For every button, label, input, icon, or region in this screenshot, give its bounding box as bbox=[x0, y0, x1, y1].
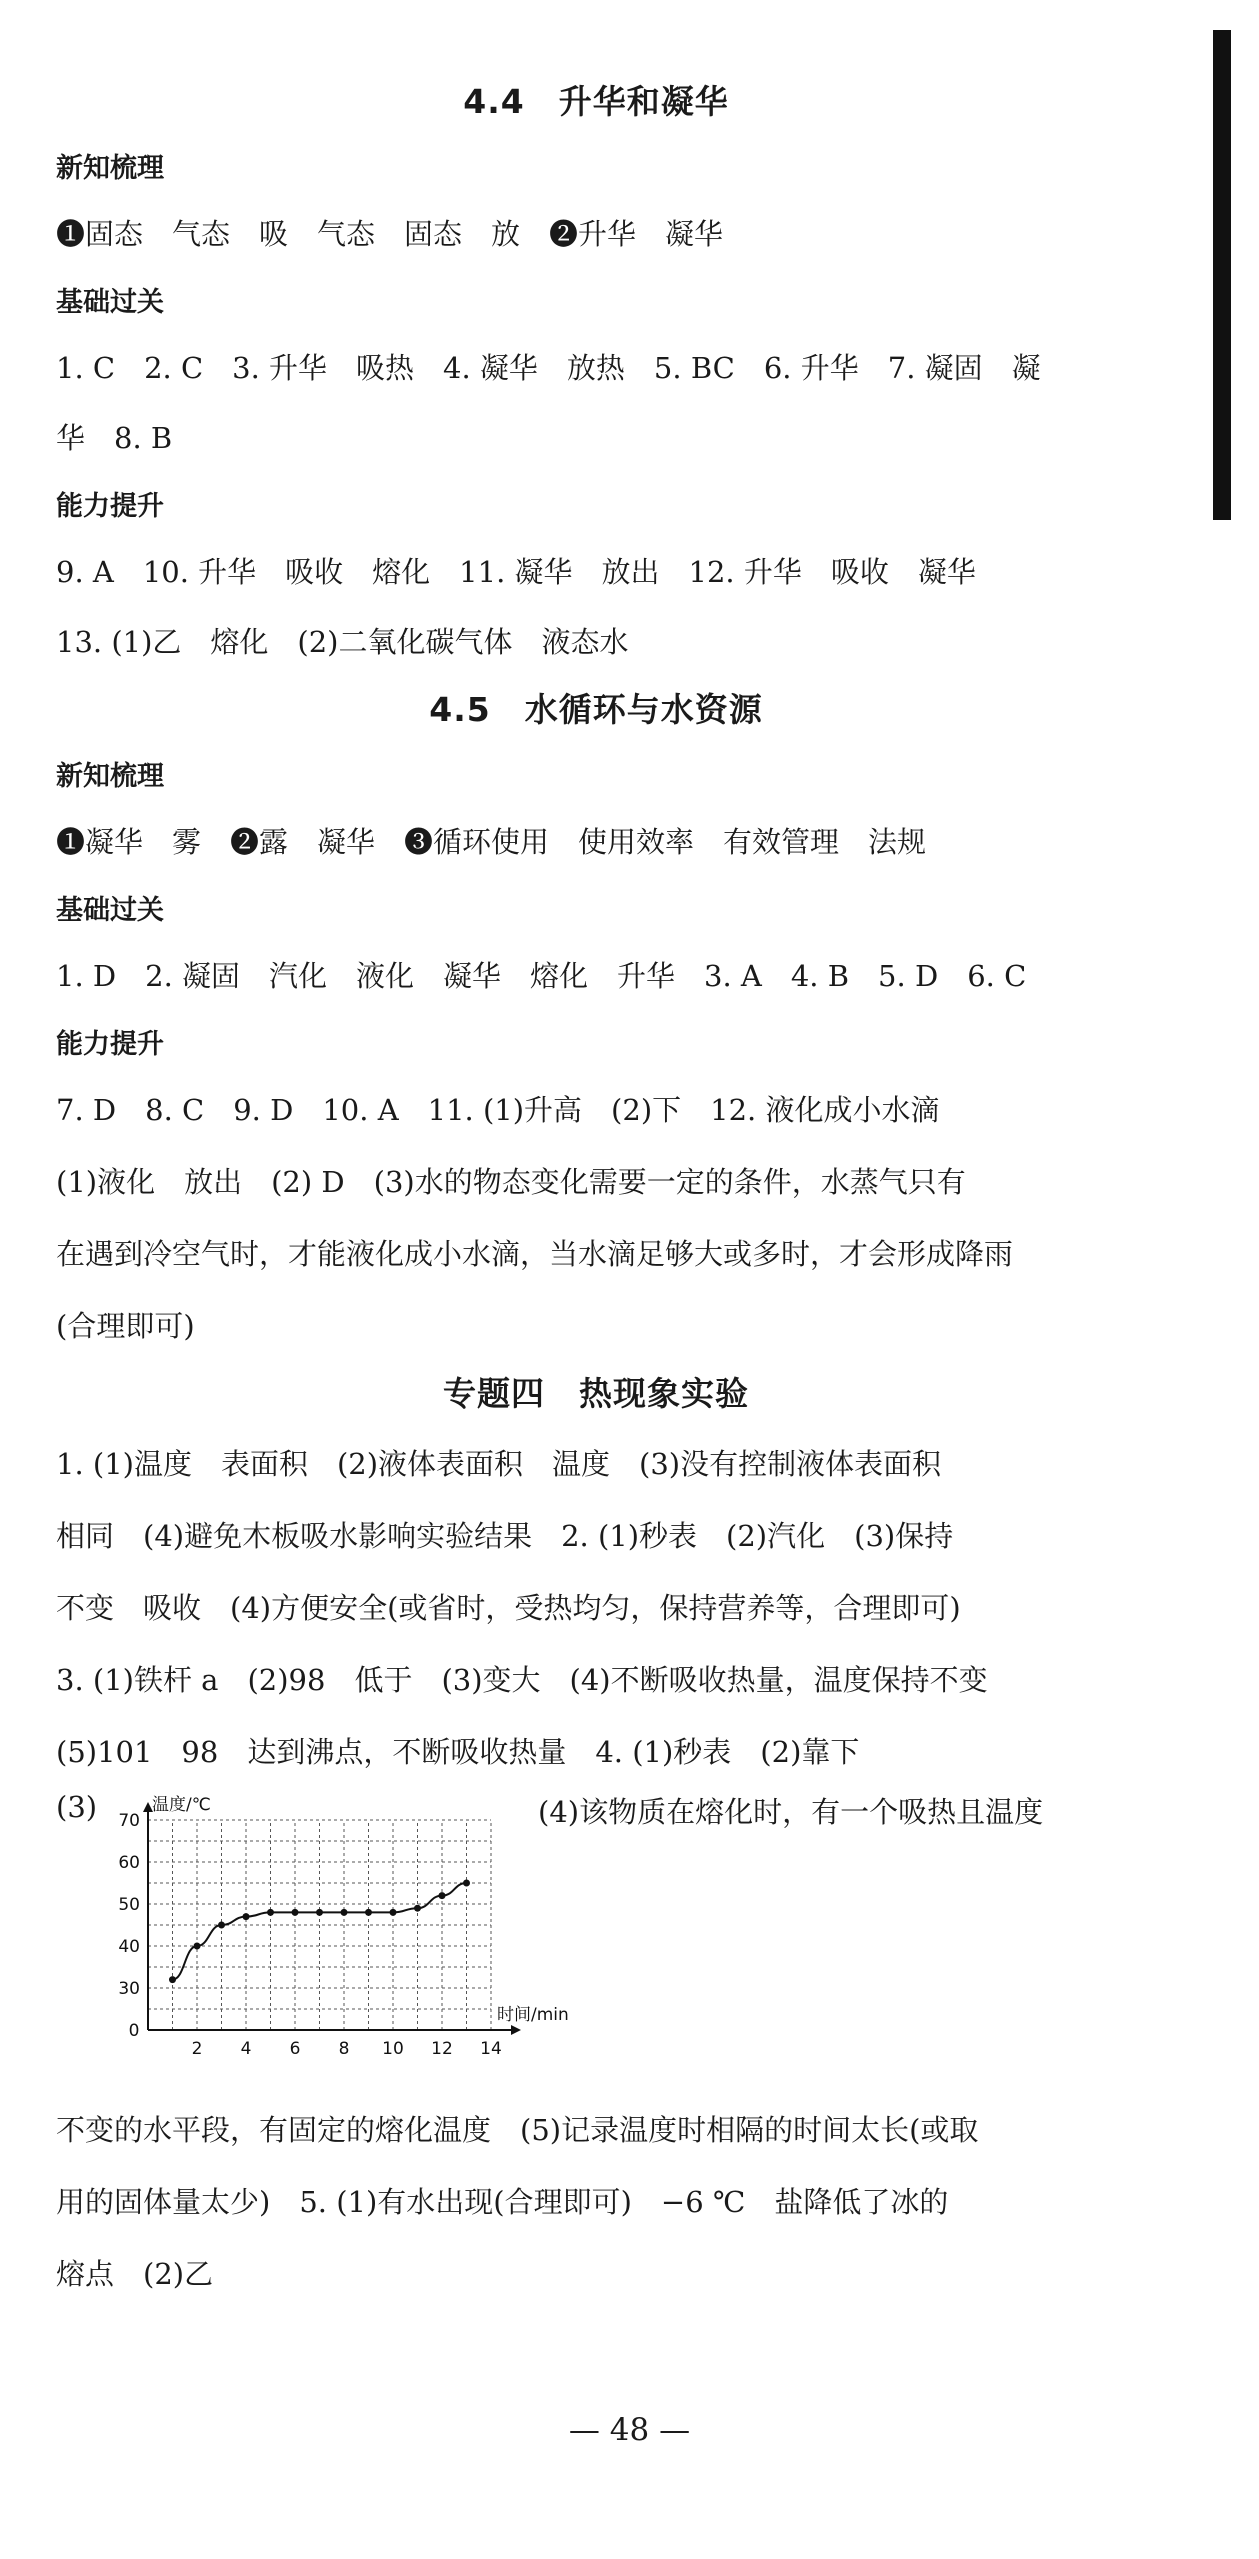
answer-line: 1. C 2. C 3. 升华 吸热 4. 凝华 放热 5. BC 6. 升华 7. 凝固 凝 bbox=[56, 351, 1041, 385]
section-title: 4.4 升华和凝华 bbox=[463, 82, 729, 121]
x-tick-label: 6 bbox=[289, 2039, 301, 2059]
x-tick-label: 12 bbox=[431, 2039, 453, 2059]
answer-line: 不变 吸收 (4)方便安全(或省时，受热均匀，保持营养等，合理即可) bbox=[56, 1591, 961, 1625]
answer-line: 3. (1)铁杆 a (2)98 低于 (3)变大 (4)不断吸收热量，温度保持不变 bbox=[56, 1663, 988, 1697]
temperature-time-chart bbox=[90, 1780, 569, 2070]
answer-line: 9. A 10. 升华 吸收 熔化 11. 凝华 放出 12. 升华 吸收 凝华 bbox=[56, 555, 976, 589]
answer-line: (合理即可) bbox=[56, 1309, 195, 1343]
y-tick-label: 50 bbox=[118, 1895, 140, 1915]
x-axis-arrow bbox=[511, 2025, 521, 2035]
y-tick-label: 30 bbox=[118, 1979, 140, 1999]
answer-line: 用的固体量太少) 5. (1)有水出现(合理即可) −6 ℃ 盐降低了冰的 bbox=[56, 2185, 949, 2219]
data-point bbox=[267, 1909, 274, 1916]
subheading: 新知梳理 bbox=[56, 761, 164, 792]
x-tick-label: 14 bbox=[480, 2039, 502, 2059]
data-point bbox=[390, 1909, 397, 1916]
subheading: 基础过关 bbox=[56, 895, 164, 926]
x-tick-label: 4 bbox=[240, 2039, 252, 2059]
data-point bbox=[414, 1905, 421, 1912]
answer-line: (1)液化 放出 (2) D (3)水的物态变化需要一定的条件，水蒸气只有 bbox=[56, 1165, 966, 1199]
data-point bbox=[463, 1880, 470, 1887]
data-point bbox=[365, 1909, 372, 1916]
content bbox=[56, 82, 1136, 2296]
subheading: 能力提升 bbox=[56, 491, 164, 522]
answer-line: ❶凝华 雾 ❷露 凝华 ❸循环使用 使用效率 有效管理 法规 bbox=[56, 825, 927, 859]
data-point bbox=[218, 1922, 225, 1929]
data-point bbox=[243, 1913, 250, 1920]
chart-item-label: (3) bbox=[56, 1790, 98, 1824]
answer-line: 1. (1)温度 表面积 (2)液体表面积 温度 (3)没有控制液体表面积 bbox=[56, 1447, 942, 1481]
answer-line: 熔点 (2)乙 bbox=[56, 2257, 214, 2291]
scan-edge-bar bbox=[1213, 30, 1231, 520]
answer-line: 华 8. B bbox=[56, 421, 173, 455]
x-tick-label: 8 bbox=[338, 2039, 350, 2059]
x-tick-label: 2 bbox=[191, 2039, 203, 2059]
subheading: 基础过关 bbox=[56, 287, 164, 318]
answer-line: 1. D 2. 凝固 汽化 液化 凝华 熔化 升华 3. A 4. B 5. D 6. C bbox=[56, 959, 1027, 993]
subheading: 新知梳理 bbox=[56, 153, 164, 184]
answer-line: 7. D 8. C 9. D 10. A 11. (1)升高 (2)下 12. 液化成小水滴 bbox=[56, 1093, 940, 1127]
subheading: 能力提升 bbox=[56, 1029, 164, 1060]
topic-title: 专题四 热现象实验 bbox=[443, 1374, 749, 1413]
y-tick-label: 60 bbox=[118, 1853, 140, 1873]
chart-side-text: (4)该物质在熔化时，有一个吸热且温度 bbox=[538, 1795, 1044, 1829]
chart-row bbox=[56, 1780, 1136, 2080]
data-point bbox=[194, 1943, 201, 1950]
x-tick-label: 10 bbox=[382, 2039, 404, 2059]
x-axis-label: 时间/min bbox=[497, 2005, 569, 2025]
section-title: 4.5 水循环与水资源 bbox=[429, 690, 763, 729]
data-point bbox=[316, 1909, 323, 1916]
data-point bbox=[341, 1909, 348, 1916]
answer-line: (5)101 98 达到沸点，不断吸收热量 4. (1)秒表 (2)靠下 bbox=[56, 1735, 860, 1769]
x-tick-label: 0 bbox=[128, 2021, 140, 2041]
page-number: — 48 — bbox=[568, 2412, 691, 2448]
answer-line: ❶固态 气态 吸 气态 固态 放 ❷升华 凝华 bbox=[56, 217, 724, 251]
answer-line: 不变的水平段，有固定的熔化温度 (5)记录温度时相隔的时间太长(或取 bbox=[56, 2113, 979, 2147]
y-tick-label: 40 bbox=[118, 1937, 140, 1957]
data-point bbox=[292, 1909, 299, 1916]
y-tick-label: 70 bbox=[118, 1811, 140, 1831]
data-point bbox=[439, 1892, 446, 1899]
answer-line: 相同 (4)避免木板吸水影响实验结果 2. (1)秒表 (2)汽化 (3)保持 bbox=[56, 1519, 954, 1553]
answer-line: 13. (1)乙 熔化 (2)二氧化碳气体 液态水 bbox=[56, 625, 629, 659]
answer-line: 在遇到冷空气时，才能液化成小水滴，当水滴足够大或多时，才会形成降雨 bbox=[56, 1237, 1014, 1271]
data-point bbox=[169, 1976, 176, 1983]
y-axis-label: 温度/℃ bbox=[152, 1795, 211, 1815]
